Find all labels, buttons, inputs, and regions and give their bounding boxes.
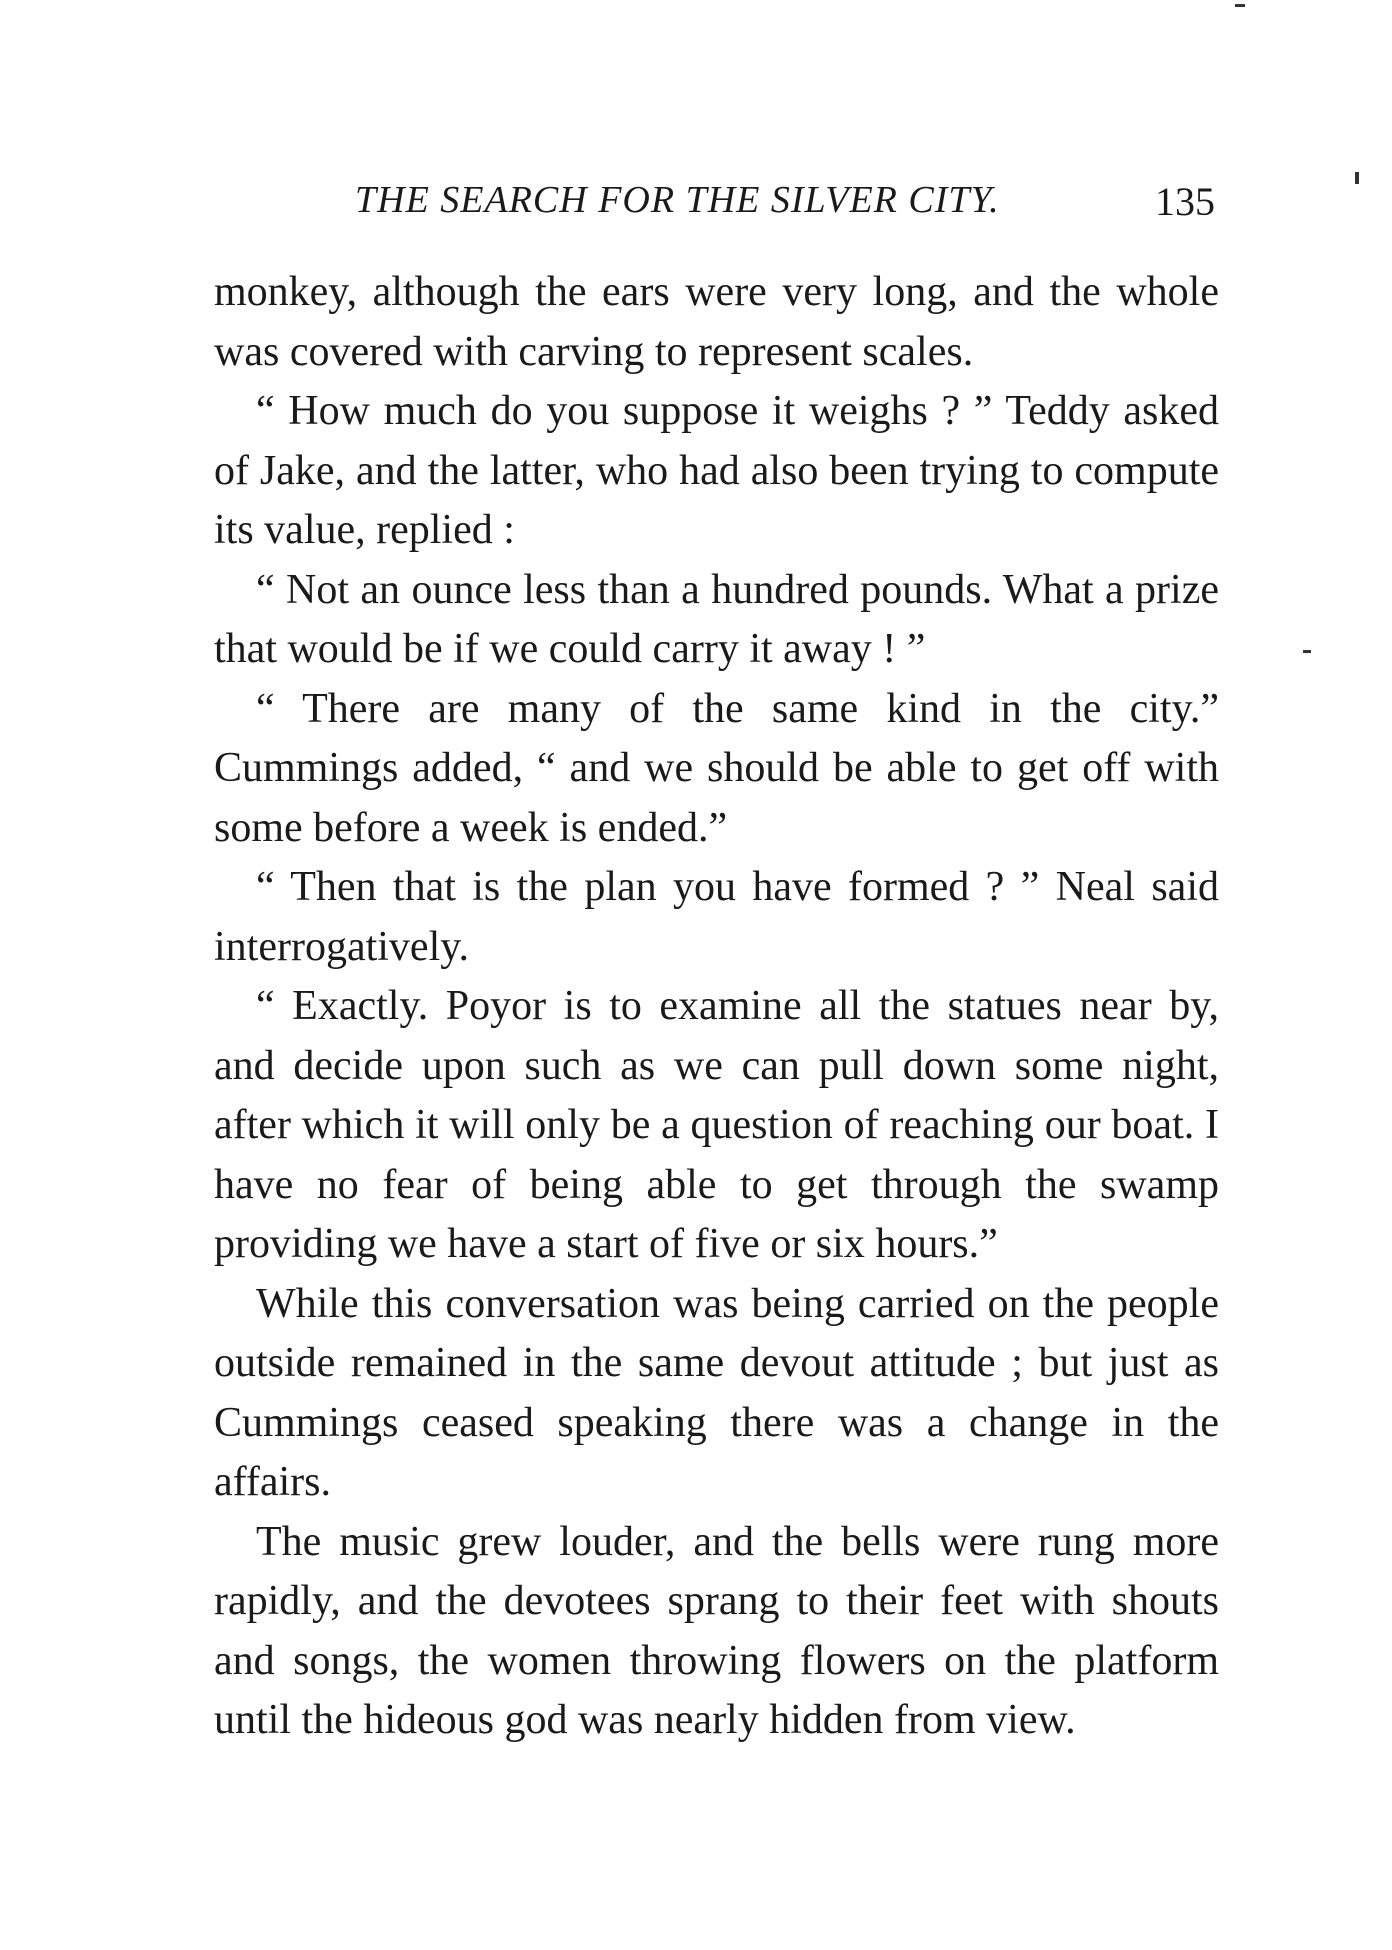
running-title: THE SEARCH FOR THE SILVER CITY. [355, 179, 1000, 221]
paragraph: “ Exactly. Poyor is to examine all the statues near by, and decide upon such as we can pull down some night, after which it will only be a question of reaching our boat. I have no fear of being able to get through the swamp providing we have a start of five or six hours.” [214, 983, 1219, 1267]
page-number: 135 [1155, 179, 1215, 224]
scan-mark-margin [1303, 650, 1311, 653]
paragraph: monkey, although the ears were very long, and the whole was covered with carving to represent scales. [214, 269, 1219, 375]
running-header [355, 170, 1215, 230]
scan-mark-top [1235, 4, 1245, 7]
paragraph: “ Then that is the plan you have formed ? ” Neal said interrogatively. [214, 864, 1219, 970]
paragraph: “ How much do you suppose it weighs ? ” Teddy asked of Jake, and the latter, who had also been trying to compute its value, replied : [214, 388, 1219, 553]
paragraph: “ Not an ounce less than a hundred pounds. What a prize that would be if we could carry it away ! ” [214, 566, 1219, 672]
paragraph: The music grew louder, and the bells were rung more rapidly, and the devotees sprang to their feet with shouts and songs, the women throwing flowers on the platform until the hideous god was nearly hidden from view. [214, 1518, 1219, 1743]
paragraph: While this conversation was being carried on the people outside remained in the same devout attitude ; but just as Cummings ceased speaking there was a change in the affairs. [214, 1280, 1219, 1505]
body-text [214, 263, 1219, 1751]
scan-mark-right [1355, 172, 1359, 184]
paragraph: “ There are many of the same kind in the city.” Cummings added, “ and we should be able to get off with some before a week is ended.” [214, 685, 1219, 851]
